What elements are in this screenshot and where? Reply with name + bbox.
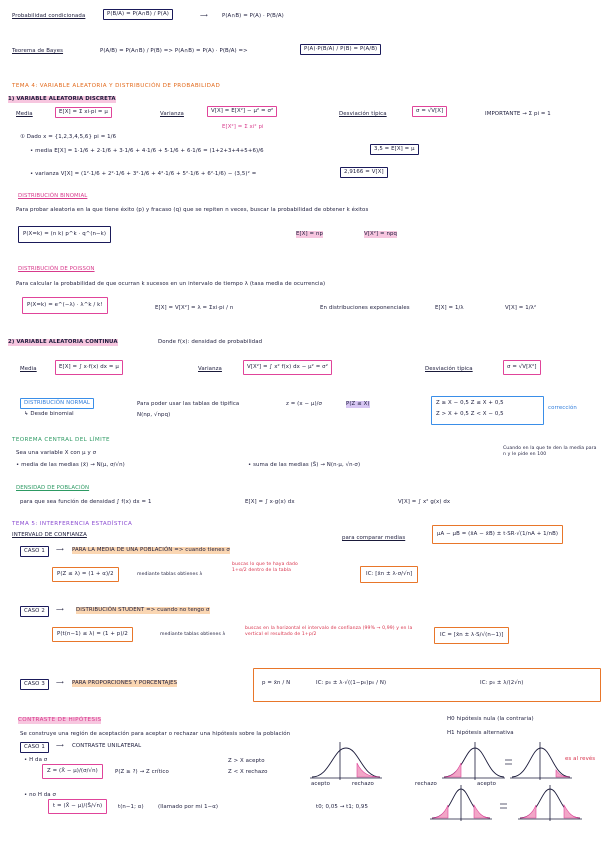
expo-mean: E[X] = 1/λ xyxy=(435,305,464,311)
caso3-ic: IC: p₀ ± λ·√((1−p₀)p₀ / N) xyxy=(316,680,387,686)
contraste-z-formula: Z = (X̄ − μ)/(σ/√n) xyxy=(42,764,103,779)
normal-approx: N(np, √npq) xyxy=(137,412,171,418)
cond-prob-arrow: ⟶ xyxy=(200,13,208,19)
caso1-p: P(Z ≤ λ) = (1 + α)/2 xyxy=(52,567,119,582)
discreta-media-label: Media xyxy=(16,111,33,117)
caso2-label: CASO 2 xyxy=(20,606,49,617)
contraste-caso1-label: CASO 1 xyxy=(20,742,49,753)
contraste-t-formula: t = (X̄ − μ)/(Ŝ/√n) xyxy=(48,799,107,814)
caso3-text: PARA PROPORCIONES Y PORCENTAJES xyxy=(72,680,178,686)
normal-corr2: Z > X + 0,5 Z < X − 0,5 xyxy=(436,411,504,417)
discreta-var-label: Varianza xyxy=(160,111,184,117)
normal-z: z = (x − μ)/σ xyxy=(286,401,323,407)
discreta-heading: 1) VARIABLE ALEATORIA DISCRETA xyxy=(8,96,116,102)
continua-media-formula: E[X] = ∫ x·f(x) dx = μ xyxy=(55,360,123,375)
contraste-heading: CONTRASTE DE HIPÓTESIS xyxy=(18,717,102,723)
normal-correccion: corrección xyxy=(548,405,577,411)
caso1-label: CASO 1 xyxy=(20,546,49,557)
al-reves-note: es al revés xyxy=(565,756,596,762)
contraste-tn: t(n−1; α) xyxy=(118,804,144,810)
expo-label: En distribuciones exponenciales xyxy=(320,305,410,311)
caso1-arrow: ⟶ xyxy=(56,547,64,553)
contraste-caso1-arrow: ⟶ xyxy=(56,743,64,749)
poisson-mean-var: E[X] = V[X²] = λ = Σxi·pi / n xyxy=(155,305,234,311)
bayes-label: Teorema de Bayes xyxy=(12,48,64,54)
caso2-p: P(t(n−1) ≤ λ) = (1 + p)/2 xyxy=(52,627,133,642)
contraste-bullet-h: • H da σ xyxy=(24,757,48,763)
normal-pz: P(Z ≤ X) xyxy=(346,401,370,407)
bell-curve-1 xyxy=(312,748,380,777)
densidad-heading: DENSIDAD DE POBLACIÓN xyxy=(16,485,90,491)
contraste-tvals: t0; 0,05 → t1; 0,95 xyxy=(316,804,368,810)
tema5-comparar-formula: μA − μB = (x̄A − x̄B) ± t·SR·√(1/nA + 1/nB) xyxy=(432,525,563,544)
caso3-label: CASO 3 xyxy=(20,679,49,690)
normal-desde: ↳ Desde binomial xyxy=(24,411,74,417)
densidad-line: para que sea función de densidad ∫ f(x) dx = 1 xyxy=(20,499,152,505)
caso1-text: PARA LA MEDIA DE UNA POBLACIÓN => cuando tienes σ xyxy=(72,547,230,553)
binomial-heading: DISTRIBUCIÓN BINOMIAL xyxy=(18,193,88,199)
cond-prob-result: P(A∩B) = P(A) · P(B/A) xyxy=(222,13,284,19)
ej-var: • varianza V[X] = (1²·1/6 + 2²·1/6 + 3²·1/6 + 4²·1/6 + 5²·1/6 + 6²·1/6) − (3,5)² = xyxy=(30,171,257,177)
tcl-heading: TEOREMA CENTRAL DEL LÍMITE xyxy=(12,437,110,443)
discreta-importante: IMPORTANTE → Σ pi = 1 xyxy=(485,111,551,117)
contraste-pz: P(Z ≥ ?) → Z crítico xyxy=(115,769,169,775)
ej-media: • media E[X] = 1·1/6 + 2·1/6 + 3·1/6 + 4·1/6 + 5·1/6 + 6·1/6 = (1+2+3+4+5+6)/6 xyxy=(30,148,264,154)
bell-curve-3 xyxy=(512,748,570,777)
cond-prob-formula: P(B/A) = P(A∩B) / P(A) xyxy=(103,9,173,20)
binomial-mean: E[X] = np xyxy=(296,231,323,237)
binomial-var: V[X²] = npq xyxy=(364,231,398,237)
caso2-arrow: ⟶ xyxy=(56,607,64,613)
caso3-arrow: ⟶ xyxy=(56,680,64,686)
continua-desv-formula: σ = √V[X²] xyxy=(503,360,541,375)
bayes-formula: P(A/B) = P(A∩B) / P(B) => P(A∩B) = P(A) · P(B/A) => xyxy=(100,48,248,54)
ej-dado: ① Dado x = {1,2,3,4,5,6} pi = 1/6 xyxy=(20,134,117,140)
binomial-desc: Para probar aleatoria en la que tiene éxito (p) y fracaso (q) que se repiten n veces, buscar la probabilidad de obtener k éxitos xyxy=(16,207,369,213)
tema5-title: TEMA 5: INTERFERENCIA ESTADÍSTICA xyxy=(12,521,133,527)
contraste-desc: Se construye una región de aceptación para aceptar o rechazar una hipótesis sobre la población xyxy=(20,731,291,737)
contraste-llamado: (llamado por mi 1−α) xyxy=(158,804,219,810)
discreta-ex2: E[X²] = Σ xi² pi xyxy=(222,124,264,130)
caso2-text: DISTRIBUCIÓN STUDENT => cuando no tengo σ xyxy=(76,607,210,613)
continua-desv-label: Desviación típica xyxy=(425,366,473,372)
zona-acepto-2: acepto xyxy=(477,781,497,787)
discreta-media-formula: E[X] = Σ xi·pi = μ xyxy=(55,107,112,118)
zona-rechazo-2: rechazo xyxy=(415,781,437,787)
caso1-buscas: buscas lo que te haya dado 1+α/2 dentro de la tabla xyxy=(232,562,298,573)
caso3-ic2: IC: p₀ ± λ/(2√n) xyxy=(480,680,524,686)
zona-acepto-1: acepto xyxy=(311,781,331,787)
tema4-title: TEMA 4: VARIABLE ALEATORIA Y DISTRIBUCIÓN DE PROBABILIDAD xyxy=(12,83,221,89)
zona-rechazo-1: rechazo xyxy=(352,781,374,787)
tcl-suma-medias: • suma de las medias (S̄) → N(n·μ, √n·σ) xyxy=(248,462,361,468)
densidad-ex: E[X] = ∫ x·g(x) dx xyxy=(245,499,295,505)
normal-corr1: Z ≥ X − 0,5 Z ≤ X + 0,5 xyxy=(436,400,504,406)
tcl-media-medias: • media de las medias (x̄) → N(μ, σ/√n) xyxy=(16,462,125,468)
contraste-h1: H1 hipótesis alternativa xyxy=(447,730,514,736)
continua-var-formula: V[X²] = ∫ x² f(x) dx − μ² = σ² xyxy=(243,360,332,375)
tema5-intervalo: INTERVALO DE CONFIANZA xyxy=(12,532,87,538)
ej-var-result: 2,9166 = V[X] xyxy=(340,167,388,178)
discreta-var-formula: V[X] = E[X²] − μ² = σ² xyxy=(207,106,277,117)
contraste-caso1-text: CONTRASTE UNILATERAL xyxy=(72,743,142,749)
contraste-acepto: Z > X acepto xyxy=(228,758,265,764)
continua-var-label: Varianza xyxy=(198,366,222,372)
bell-curve-2 xyxy=(444,748,504,777)
normal-heading: DISTRIBUCIÓN NORMAL xyxy=(20,398,94,409)
densidad-vx: V[X] = ∫ x² g(x) dx xyxy=(398,499,451,505)
caso3-p: p = x̄n / N xyxy=(262,680,291,686)
poisson-formula: P(X=k) = e^(−λ) · λ^k / k! xyxy=(22,297,108,314)
caso2-mediante: mediante tablas obtienes λ xyxy=(160,632,226,637)
poisson-heading: DISTRIBUCIÓN DE POISSON xyxy=(18,266,95,272)
normal-desc: Para poder usar las tablas de tipifica xyxy=(137,401,240,407)
discreta-desv-label: Desviación típica xyxy=(339,111,387,117)
caso1-ic: IC: [x̄n ± λ·σ/√n] xyxy=(360,566,418,583)
tcl-nota: Cuando en la que te den la media para n y le pide en 100 xyxy=(503,446,597,457)
poisson-desc: Para calcular la probabilidad de que ocurran k sucesos en un intervalo de tiempo λ (tasa media de ocurrencia) xyxy=(16,281,326,287)
contraste-bullet-no: • no H da σ xyxy=(24,792,57,798)
ej-media-result: 3,5 = E[X] = μ xyxy=(370,144,419,155)
continua-heading: 2) VARIABLE ALEATORIA CONTINUA xyxy=(8,339,118,345)
tema5-comparar: para comparar medias xyxy=(342,535,406,541)
bayes-result: P(A)·P(B/A) / P(B) = P(A/B) xyxy=(300,44,381,55)
tcl-line1: Sea una variable X con μ y σ xyxy=(16,450,97,456)
caso2-ic: IC = [x̄n ± λ·S/√(n−1)] xyxy=(434,627,509,644)
binomial-formula: P(X=k) = (n k) p^k · q^(n−k) xyxy=(18,226,111,243)
contraste-rechazo: Z < X rechazo xyxy=(228,769,268,775)
continua-media-label: Media xyxy=(20,366,37,372)
expo-var: V[X] = 1/λ² xyxy=(505,305,537,311)
caso1-mediante: mediante tablas obtienes λ xyxy=(137,572,203,577)
discreta-desv-formula: σ = √V[X] xyxy=(412,106,447,117)
cond-prob-label: Probabilidad condicionada xyxy=(12,13,86,19)
contraste-h0: H0 hipótesis nula (la contraria) xyxy=(447,716,534,722)
caso2-buscas: buscas en la horizontal el intervalo de confianza (99% → 0,99) y en la vertical el resultado de 1+p/2 xyxy=(245,626,413,637)
continua-densidad: Donde f(x): densidad de probabilidad xyxy=(158,339,263,345)
